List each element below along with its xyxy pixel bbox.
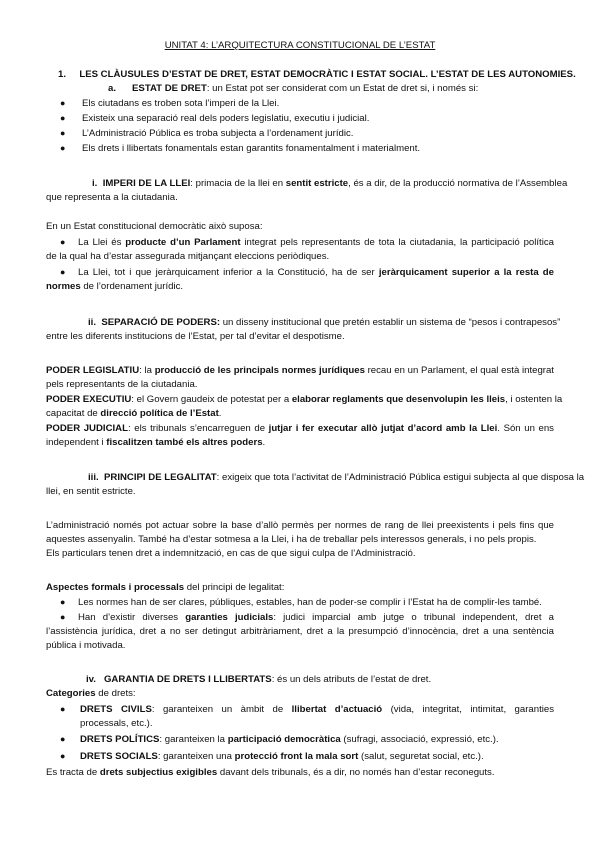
bullet-icon: ●	[60, 612, 66, 622]
bullet-icon: ●	[60, 751, 66, 761]
list-item: DRETS POLÍTICS: garanteixen la participació democràtica (sufragi, associació, expressió, etc.).	[80, 734, 499, 745]
categories-line: Categories de drets:	[46, 688, 136, 699]
paragraph-line: capacitat de direcció política de l’Estat.	[46, 408, 222, 419]
paragraph-line: de la qual ha d’estar assegurada mitjançant eleccions periòdiques.	[46, 251, 330, 262]
paragraph-line: l’assistència jurídica, dret a no ser detingut arbitràriament, dret a la presumpció d’innocència, dret a una sentència	[46, 626, 554, 637]
poder-executiu-line: PODER EXECUTIU: el Govern gaudeix de potestat per a elaborar reglaments que desenvolupin les lleis, i ostenten la	[46, 394, 563, 405]
poder-legislatiu-line: PODER LEGISLATIU: la producció de les principals normes jurídiques recau en un Parlament, el qual està integrat	[46, 365, 554, 376]
paragraph-line: aquestes assenyalin. També ha d’estar sotmesa a la Llei, i ha de treballar pels interessos generals, i no pels propis.	[46, 534, 537, 545]
list-item: DRETS CIVILS: garanteixen un àmbit de llibertat d’actuació (vida, integritat, intimitat, garanties	[80, 704, 555, 715]
bullet-icon: ●	[60, 597, 66, 607]
paragraph-line: que representa a la ciutadania.	[46, 192, 178, 203]
bullet-icon: ●	[60, 704, 66, 714]
bullet-icon: ●	[60, 143, 66, 153]
list-item: Els drets i llibertats fonamentals estan garantits fonamentalment i materialment.	[82, 143, 421, 154]
paragraph-line: normes de l’ordenament jurídic.	[46, 281, 184, 292]
list-item: La Llei és producte d’un Parlament integrat pels representants de tota la ciutadania, la participació política	[78, 237, 554, 248]
paragraph-line: Els particulars tenen dret a indemnització, en cas de que sigui culpa de l’Administració.	[46, 548, 416, 559]
list-item: L’Administració Pública es troba subjecta a l’ordenament jurídic.	[82, 128, 354, 139]
section-1-heading: 1. LES CLÀUSULES D’ESTAT DE DRET, ESTAT DEMOCRÀTIC I ESTAT SOCIAL. L’ESTAT DE LES AUTONOMIES.	[58, 69, 576, 80]
paragraph-line: pública i motivada.	[46, 640, 126, 651]
paragraph-line: entre les diferents institucions de l’Estat, per tal d’evitar el despotisme.	[46, 331, 345, 342]
list-item: Han d’existir diverses garanties judicials: judici imparcial amb jutge o tribunal independent, dret a	[78, 612, 554, 623]
list-item: DRETS SOCIALS: garanteixen una protecció front la mala sort (salut, seguretat social, etc.).	[80, 751, 484, 762]
list-item: La Llei, tot i que jeràrquicament inferior a la Constitució, ha de ser jeràrquicament superior a la resta de	[78, 267, 554, 278]
estat-de-dret-line: a. ESTAT DE DRET: un Estat pot ser considerat com un Estat de dret si, i només si:	[108, 83, 479, 94]
bullet-icon: ●	[60, 113, 66, 123]
bullet-icon: ●	[60, 98, 66, 108]
list-item: Les normes han de ser clares, públiques, estables, han de poder-se complir i l’Estat ha de complir-les també.	[78, 597, 542, 608]
page-title: UNITAT 4: L’ARQUITECTURA CONSTITUCIONAL DE L’ESTAT	[164, 40, 436, 51]
paragraph-line: L’administració només pot actuar sobre la base d’allò permès per normes de rang de llei preexistents i pels fins que	[46, 520, 554, 531]
paragraph-line: llei, en sentit estricte.	[46, 486, 136, 497]
bullet-icon: ●	[60, 734, 66, 744]
separacio-heading-line: ii. SEPARACIÓ DE PODERS: un disseny institucional que pretén establir un sistema de “pesos i contrapesos”	[88, 317, 561, 328]
legalitat-heading-line: iii. PRINCIPI DE LEGALITAT: exigeix que tota l’activitat de l’Administració Pública estigui subjecta al que disposa la	[88, 472, 585, 483]
aspectes-line: Aspectes formals i processals del principi de legalitat:	[46, 582, 285, 593]
garantia-heading-line: iv. GARANTIA DE DRETS I LLIBERTATS: és un dels atributs de l’estat de dret.	[86, 674, 432, 685]
poder-judicial-line: PODER JUDICIAL: els tribunals s’encarreguen de jutjar i fer executar allò jutjat d’acord amb la Llei. Són un ens	[46, 423, 554, 434]
imperi-heading-line: i. IMPERI DE LA LLEI: primacia de la llei en sentit estricte, és a dir, de la producció normativa de l’Assemblea	[92, 178, 568, 189]
paragraph-line: pels representants de la ciutadania.	[46, 379, 198, 390]
bullet-icon: ●	[60, 237, 66, 247]
paragraph-line: independent i fiscalitzen també els altres poders.	[46, 437, 266, 448]
paragraph-line: En un Estat constitucional democràtic això suposa:	[46, 221, 263, 232]
list-item: Els ciutadans es troben sota l’imperi de la Llei.	[82, 98, 280, 109]
list-item: Existeix una separació real dels poders legislatiu, executiu i judicial.	[82, 113, 370, 124]
bullet-icon: ●	[60, 128, 66, 138]
bullet-icon: ●	[60, 267, 66, 277]
paragraph-line: Es tracta de drets subjectius exigibles davant dels tribunals, és a dir, no només han d’estar reconeguts.	[46, 767, 495, 778]
paragraph-line: processals, etc.).	[80, 718, 153, 729]
